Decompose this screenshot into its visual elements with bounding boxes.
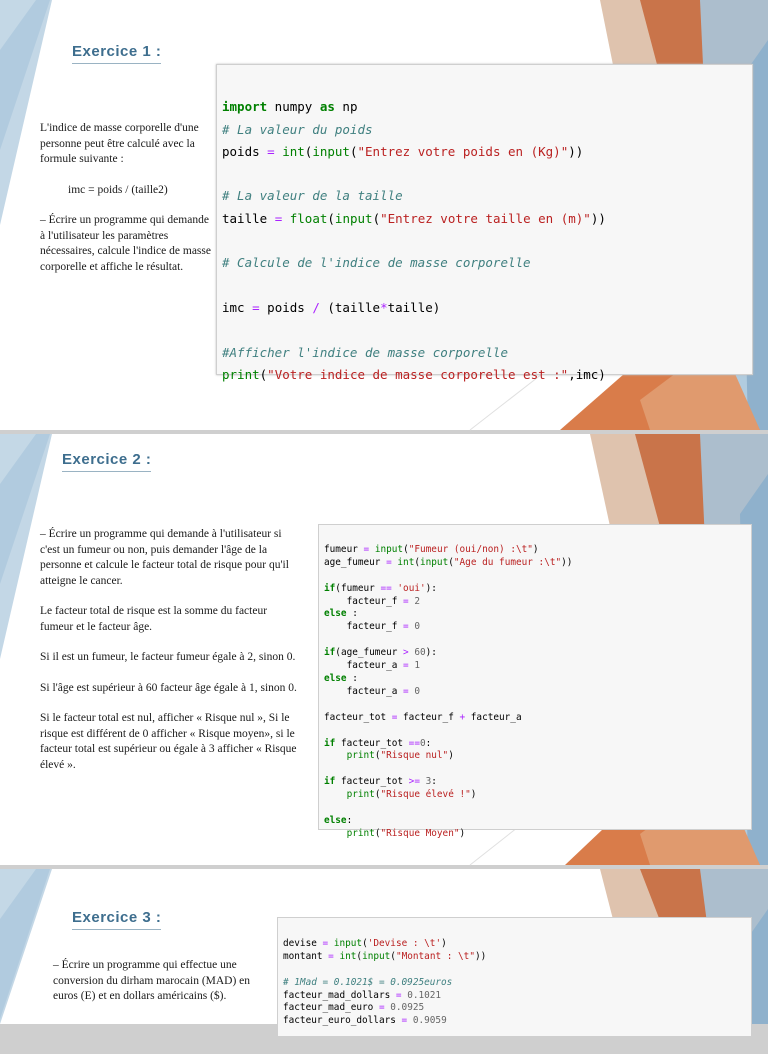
code-line xyxy=(324,570,751,583)
code-line: else : xyxy=(324,672,358,684)
code-line xyxy=(222,319,752,341)
code-line xyxy=(324,802,751,815)
code-line: facteur_mad_dollars = 0.1021 xyxy=(283,989,442,1001)
code-line xyxy=(222,275,752,297)
description-paragraph: – Écrire un programme qui demande à l'utilisateur les paramètres nécessaires, calcule l'indice de masse corporelle et affiche le résultat. xyxy=(40,214,211,273)
code-line: age_fumeur = int(input("Age du fumeur :\t")) xyxy=(324,556,573,568)
exercise-description xyxy=(40,527,298,788)
code-line xyxy=(283,964,751,977)
code-line xyxy=(324,725,751,738)
code-block xyxy=(318,524,752,839)
code-line: # La valeur de la taille xyxy=(222,188,403,204)
code-line: # Calcule de l'indice de masse corporelle xyxy=(222,255,531,271)
exercise-title: Exercice 2 : xyxy=(62,451,152,468)
code-line: fumeur = input("Fumeur (oui/non) :\t") xyxy=(324,543,539,555)
description-paragraph: L'indice de masse corporelle d'une personne peut être calculé avec la formule suivante : xyxy=(40,122,199,165)
code-line: facteur_a = 1 xyxy=(324,660,420,672)
code-line: if facteur_tot ==0: xyxy=(324,737,432,749)
description-paragraph: – Écrire un programme qui effectue une conversion du dirham marocain (MAD) en euros (E) et en dollars américains ($). xyxy=(53,959,251,1002)
exercise-description xyxy=(40,121,216,290)
code-line: facteur_euro_dollars = 0.9059 xyxy=(283,1015,447,1027)
code-line: taille = float(input("Entrez votre taille en (m)")) xyxy=(222,210,606,226)
code-block xyxy=(216,64,753,382)
description-paragraph: – Écrire un programme qui demande à l'utilisateur si c'est un fumeur ou non, puis demander l'âge de la personne et calcule le facteur total de risque pour qu'il atteigne le cancer. xyxy=(40,528,289,587)
exercise-description xyxy=(53,958,251,1020)
code-line: if facteur_tot >= 3: xyxy=(324,776,437,788)
slide-exercise-3 xyxy=(0,869,768,1027)
code-line xyxy=(324,699,751,712)
exercise-title: Exercice 3 : xyxy=(72,909,162,926)
code-line: imc = poids / (taille*taille) xyxy=(222,299,441,315)
code-line: facteur_a = 0 xyxy=(324,685,420,697)
code-line: import numpy as np xyxy=(222,99,358,115)
code-line: if(age_fumeur > 60): xyxy=(324,647,437,659)
description-paragraph: Si l'âge est supérieur à 60 facteur âge égale à 1, sinon 0. xyxy=(40,681,297,694)
description-paragraph: Si le facteur total est nul, afficher « Risque nul », Si le risque est différent de 0 afficher « Risque moyen», si le facteur total est supérieur ou égale à 3 afficher « Risque élevé ». xyxy=(40,712,297,771)
slide-exercise-2 xyxy=(0,434,768,865)
code-line xyxy=(324,634,751,647)
code-line: if(fumeur == 'oui'): xyxy=(324,582,437,594)
code-line: facteur_mad_euro = 0.0925 xyxy=(283,1002,425,1014)
code-line: poids = int(input("Entrez votre poids en (Kg)")) xyxy=(222,143,584,159)
code-line: else: xyxy=(324,814,353,826)
code-line: print("Risque élevé !") xyxy=(346,789,477,801)
code-line xyxy=(324,763,751,776)
code-line xyxy=(222,230,752,252)
formula-text: imc = poids / (taille2) xyxy=(68,183,168,196)
description-paragraph: Le facteur total de risque est la somme du facteur fumeur et le facteur âge. xyxy=(40,605,268,633)
code-line: else : xyxy=(324,608,358,620)
exercise-title: Exercice 1 : xyxy=(72,43,162,60)
code-line: print("Risque Moyen") xyxy=(346,827,466,839)
code-line: print("Risque nul") xyxy=(346,750,454,762)
description-paragraph: Si il est un fumeur, le facteur fumeur égale à 2, sinon 0. xyxy=(40,651,296,663)
code-line: # La valeur du poids xyxy=(222,121,373,137)
code-block xyxy=(277,917,752,1037)
code-line: #Afficher l'indice de masse corporelle xyxy=(222,344,508,360)
code-line: # 1Mad = 0.1021$ = 0.0925euros xyxy=(283,976,453,988)
code-line: facteur_f = 2 xyxy=(324,595,420,607)
code-line: facteur_tot = facteur_f + facteur_a xyxy=(324,711,522,723)
slide-exercise-1 xyxy=(0,0,768,430)
code-line: montant = int(input("Montant : \t")) xyxy=(283,950,487,962)
code-line: facteur_f = 0 xyxy=(324,621,420,633)
code-line: devise = input('Devise : \t') xyxy=(283,937,447,949)
code-line xyxy=(222,163,752,185)
code-line: print("Votre indice de masse corporelle est :",imc) xyxy=(222,366,606,382)
